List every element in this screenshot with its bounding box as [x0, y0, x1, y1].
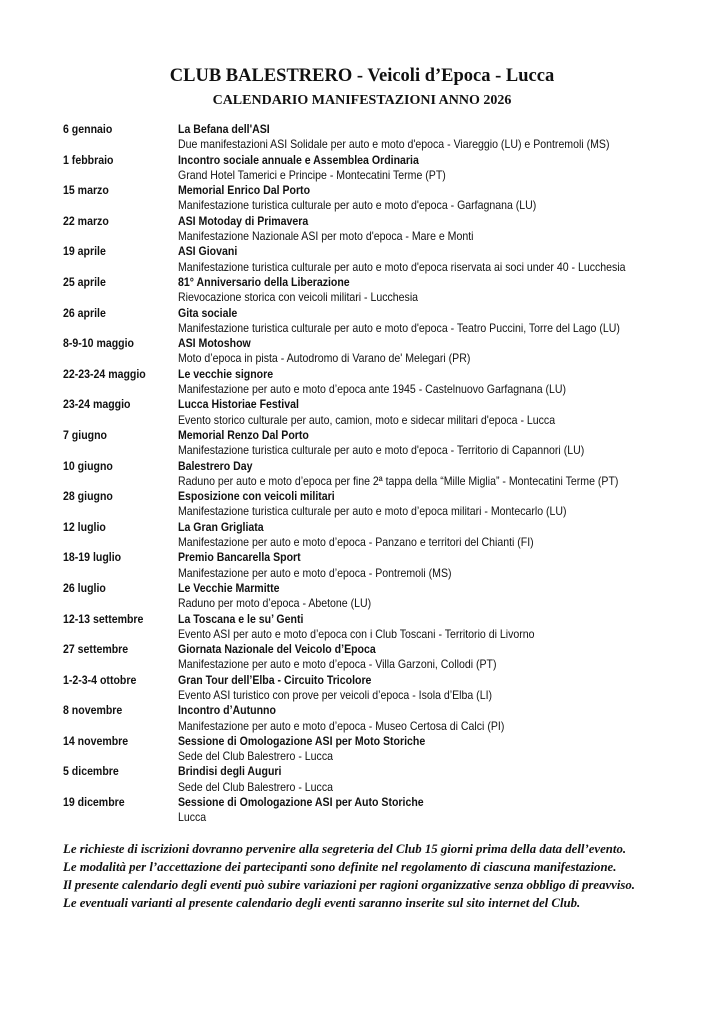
event-name: Sessione di Omologazione ASI per Auto Storiche [178, 795, 424, 810]
event-name: Sessione di Omologazione ASI per Moto Storiche [178, 733, 426, 748]
note-line: Il presente calendario degli eventi può subire variazioni per ragioni organizzative senza obbligo di preavviso. [63, 878, 635, 892]
event-name: ASI Motoshow [178, 336, 251, 351]
event-date: 14 novembre [63, 733, 129, 748]
event-date: 22-23-24 maggio [63, 366, 146, 381]
event-name: Lucca Historiae Festival [178, 397, 299, 412]
event-description: Manifestazione turistica culturale per auto e moto d’epoca militari - Montecarlo (LU) [178, 504, 567, 519]
event-description: Evento ASI turistico con prove per veicoli d’epoca - Isola d’Elba (LI) [178, 687, 493, 702]
event-description: Manifestazione per auto e moto d’epoca - Museo Certosa di Calci (PI) [178, 718, 505, 733]
notes-section [63, 840, 703, 912]
event-description: Moto d’epoca in pista - Autodromo di Varano de' Melegari (PR) [178, 351, 471, 366]
event-header-row [63, 367, 703, 382]
document-subtitle: CALENDARIO MANIFESTAZIONI ANNO 2026 [212, 93, 512, 108]
event-name: Premio Bancarella Sport [178, 550, 301, 565]
event-description: Manifestazione turistica culturale per auto e moto d'epoca - Garfagnana (LU) [178, 198, 537, 213]
event-item [63, 244, 703, 275]
note-line: Le eventuali varianti al presente calendario degli eventi saranno inserite sul sito internet del Club. [63, 896, 581, 910]
event-header-row [63, 336, 703, 351]
event-description: Rievocazione storica con veicoli militari - Lucchesia [178, 290, 419, 305]
event-item [63, 734, 703, 765]
event-header-row [63, 795, 703, 810]
event-name: ASI Motoday di Primavera [178, 213, 309, 228]
note-line: Le modalità per l’accettazione dei partecipanti sono definite nel regolamento di ciascuna manifestazione. [63, 860, 617, 874]
event-item [63, 520, 703, 551]
event-description: Due manifestazioni ASI Solidale per auto e moto d'epoca - Viareggio (LU) e Pontremoli (MS) [178, 137, 610, 152]
event-date: 25 aprile [63, 274, 106, 289]
event-item [63, 367, 703, 398]
event-header-row [63, 214, 703, 229]
event-name: Gran Tour dell’Elba - Circuito Tricolore [178, 672, 372, 687]
event-item [63, 275, 703, 306]
event-date: 7 giugno [63, 427, 107, 442]
event-date: 10 giugno [63, 458, 113, 473]
event-date: 26 aprile [63, 305, 106, 320]
event-date: 8 novembre [63, 703, 123, 718]
event-date: 15 marzo [63, 183, 109, 198]
event-description: Manifestazione per auto e moto d’epoca ante 1945 - Castelnuovo Garfagnana (LU) [178, 382, 567, 397]
event-name: Balestrero Day [178, 458, 253, 473]
event-name: Incontro sociale annuale e Assemblea Ordinaria [178, 152, 419, 167]
event-date: 28 giugno [63, 489, 113, 504]
event-item [63, 581, 703, 612]
event-header-row [63, 428, 703, 443]
event-date: 1 febbraio [63, 152, 114, 167]
event-item [63, 428, 703, 459]
event-name: La Befana dell'ASI [178, 122, 270, 136]
event-item [63, 612, 703, 643]
event-item [63, 397, 703, 428]
event-date: 5 dicembre [63, 764, 119, 779]
event-header-row [63, 734, 703, 749]
event-date: 23-24 maggio [63, 397, 131, 412]
event-date: 12 luglio [63, 519, 106, 534]
event-name: Memorial Renzo Dal Porto [178, 427, 309, 442]
event-item [63, 336, 703, 367]
event-item [63, 703, 703, 734]
event-item [63, 673, 703, 704]
event-name: Gita sociale [178, 305, 238, 320]
event-header-row [63, 183, 703, 198]
event-description: Raduno per moto d’epoca - Abetone (LU) [178, 596, 372, 611]
event-description: Grand Hotel Tamerici e Principe - Montecatini Terme (PT) [178, 167, 446, 182]
event-header-row [63, 153, 703, 168]
event-name: Incontro d’Autunno [178, 703, 276, 718]
event-item [63, 489, 703, 520]
event-item [63, 153, 703, 184]
event-name: La Gran Grigliata [178, 519, 264, 534]
event-header-row [63, 581, 703, 596]
event-header-row [63, 550, 703, 565]
event-header-row [63, 244, 703, 259]
event-item [63, 795, 703, 826]
event-description: Manifestazione Nazionale ASI per moto d'epoca - Mare e Monti [178, 229, 474, 244]
event-header-row [63, 306, 703, 321]
event-name: Brindisi degli Auguri [178, 764, 282, 779]
event-item [63, 550, 703, 581]
event-name: ASI Giovani [178, 244, 238, 259]
event-header-row [63, 673, 703, 688]
event-header-row [63, 459, 703, 474]
event-header-row [63, 612, 703, 627]
note-line: Le richieste di iscrizioni dovranno pervenire alla segreteria del Club 15 giorni prima della data dell’evento. [63, 842, 627, 856]
event-header-row [63, 703, 703, 718]
event-date: 19 aprile [63, 244, 106, 259]
event-date: 19 dicembre [63, 795, 125, 810]
events-list [63, 122, 703, 826]
event-date: 18-19 luglio [63, 550, 122, 565]
event-name: Esposizione con veicoli militari [178, 489, 335, 504]
event-description: Manifestazione per auto e moto d’epoca - Pontremoli (MS) [178, 565, 452, 580]
event-header-row [63, 122, 703, 137]
event-header-row [63, 397, 703, 412]
event-item [63, 183, 703, 214]
event-name: Giornata Nazionale del Veicolo d’Epoca [178, 642, 376, 657]
event-date: 12-13 settembre [63, 611, 144, 626]
event-header-row [63, 520, 703, 535]
event-date: 26 luglio [63, 580, 106, 595]
event-item [63, 122, 703, 153]
event-item [63, 306, 703, 337]
event-description: Manifestazione turistica culturale per auto e moto d'epoca - Territorio di Capannori (LU) [178, 443, 585, 458]
event-date: 8-9-10 maggio [63, 336, 135, 351]
event-date: 22 marzo [63, 213, 109, 228]
event-item [63, 642, 703, 673]
document-title: CLUB BALESTRERO - Veicoli d’Epoca - Lucca [169, 66, 555, 86]
event-name: 81° Anniversario della Liberazione [178, 274, 350, 289]
event-item [63, 764, 703, 795]
event-header-row [63, 275, 703, 290]
event-description: Manifestazione turistica culturale per auto e moto d'epoca - Teatro Puccini, Torre del Lago (LU) [178, 320, 620, 335]
event-description: Evento ASI per auto e moto d’epoca con i Club Toscani - Territorio di Livorno [178, 626, 535, 641]
event-description: Manifestazione turistica culturale per auto e moto d'epoca riservata ai soci under 40 - Lucchesia [178, 259, 626, 274]
event-description: Sede del Club Balestrero - Lucca [178, 749, 333, 764]
event-header-row [63, 764, 703, 779]
event-description: Manifestazione per auto e moto d’epoca - Panzano e territori del Chianti (FI) [178, 535, 534, 550]
event-header-row [63, 489, 703, 504]
event-date: 27 settembre [63, 642, 129, 657]
event-description: Raduno per auto e moto d’epoca per fine 2ª tappa della “Mille Miglia” - Montecatini Terme (PT) [178, 473, 619, 488]
event-date: 1-2-3-4 ottobre [63, 672, 137, 687]
event-header-row [63, 642, 703, 657]
event-item [63, 214, 703, 245]
event-description: Lucca [178, 810, 207, 825]
event-description: Sede del Club Balestrero - Lucca [178, 779, 333, 794]
event-name: Le vecchie signore [178, 366, 274, 381]
event-item [63, 459, 703, 490]
event-description: Evento storico culturale per auto, camion, moto e sidecar militari d'epoca - Lucca [178, 412, 556, 427]
event-name: Memorial Enrico Dal Porto [178, 183, 311, 198]
event-name: Le Vecchie Marmitte [178, 580, 280, 595]
event-date: 6 gennaio [63, 122, 113, 136]
event-name: La Toscana e le su’ Genti [178, 611, 304, 626]
event-description: Manifestazione per auto e moto d’epoca - Villa Garzoni, Collodi (PT) [178, 657, 497, 672]
